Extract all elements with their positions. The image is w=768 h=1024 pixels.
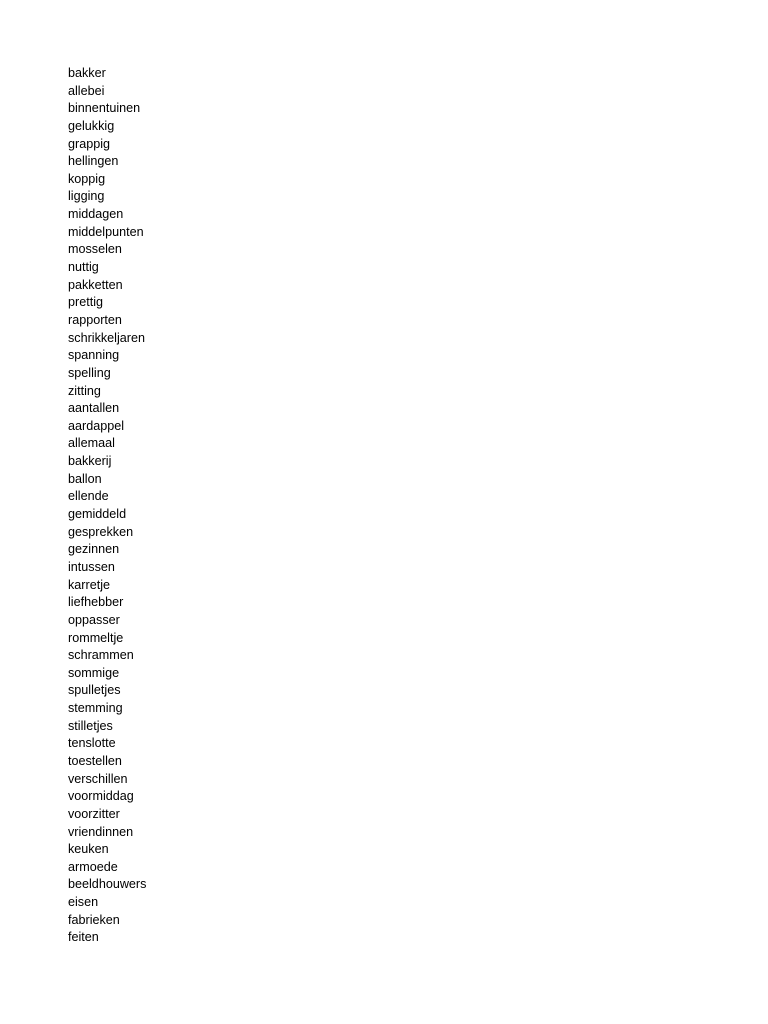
word-item: liefhebber	[68, 595, 124, 610]
word-item: allebei	[68, 83, 105, 98]
word-item: gemiddeld	[68, 507, 127, 522]
word-item: schrikkeljaren	[68, 330, 145, 345]
word-item: armoede	[68, 859, 118, 874]
word-item: sommige	[68, 665, 120, 680]
word-item: hellingen	[68, 154, 119, 169]
word-item: middelpunten	[68, 224, 144, 239]
word-item: ligging	[68, 189, 105, 204]
word-item: keuken	[68, 842, 109, 857]
word-item: gesprekken	[68, 524, 134, 539]
word-item: fabrieken	[68, 912, 120, 927]
word-item: toestellen	[68, 753, 122, 768]
word-item: grappig	[68, 136, 111, 151]
word-item: gelukkig	[68, 118, 115, 133]
word-item: aardappel	[68, 418, 125, 433]
word-item: eisen	[68, 895, 99, 910]
word-item: bakkerij	[68, 454, 112, 469]
word-item: koppig	[68, 171, 106, 186]
word-item: feiten	[68, 930, 99, 945]
word-item: voorzitter	[68, 806, 120, 821]
word-item: binnentuinen	[68, 101, 141, 116]
word-item: oppasser	[68, 612, 120, 627]
word-item: stilletjes	[68, 718, 113, 733]
word-item: schrammen	[68, 648, 134, 663]
word-item: nuttig	[68, 260, 99, 275]
word-item: karretje	[68, 577, 110, 592]
word-item: prettig	[68, 295, 104, 310]
word-item: aantallen	[68, 401, 120, 416]
word-item: beeldhouwers	[68, 877, 147, 892]
word-item: spulletjes	[68, 683, 121, 698]
word-item: vriendinnen	[68, 824, 134, 839]
word-item: spanning	[68, 348, 120, 363]
word-item: rapporten	[68, 312, 122, 327]
word-item: ballon	[68, 471, 102, 486]
word-item: mosselen	[68, 242, 122, 257]
word-item: gezinnen	[68, 542, 120, 557]
word-item: middagen	[68, 207, 124, 222]
word-item: verschillen	[68, 771, 128, 786]
word-item: bakker	[68, 66, 106, 80]
word-item: rommeltje	[68, 630, 124, 645]
word-item: tenslotte	[68, 736, 116, 751]
word-item: stemming	[68, 701, 123, 716]
word-item: ellende	[68, 489, 109, 504]
word-item: zitting	[68, 383, 101, 398]
word-item: intussen	[68, 559, 115, 574]
word-item: allemaal	[68, 436, 115, 451]
word-list	[68, 65, 146, 947]
word-item: pakketten	[68, 277, 123, 292]
word-item: voormiddag	[68, 789, 134, 804]
word-item: spelling	[68, 365, 111, 380]
